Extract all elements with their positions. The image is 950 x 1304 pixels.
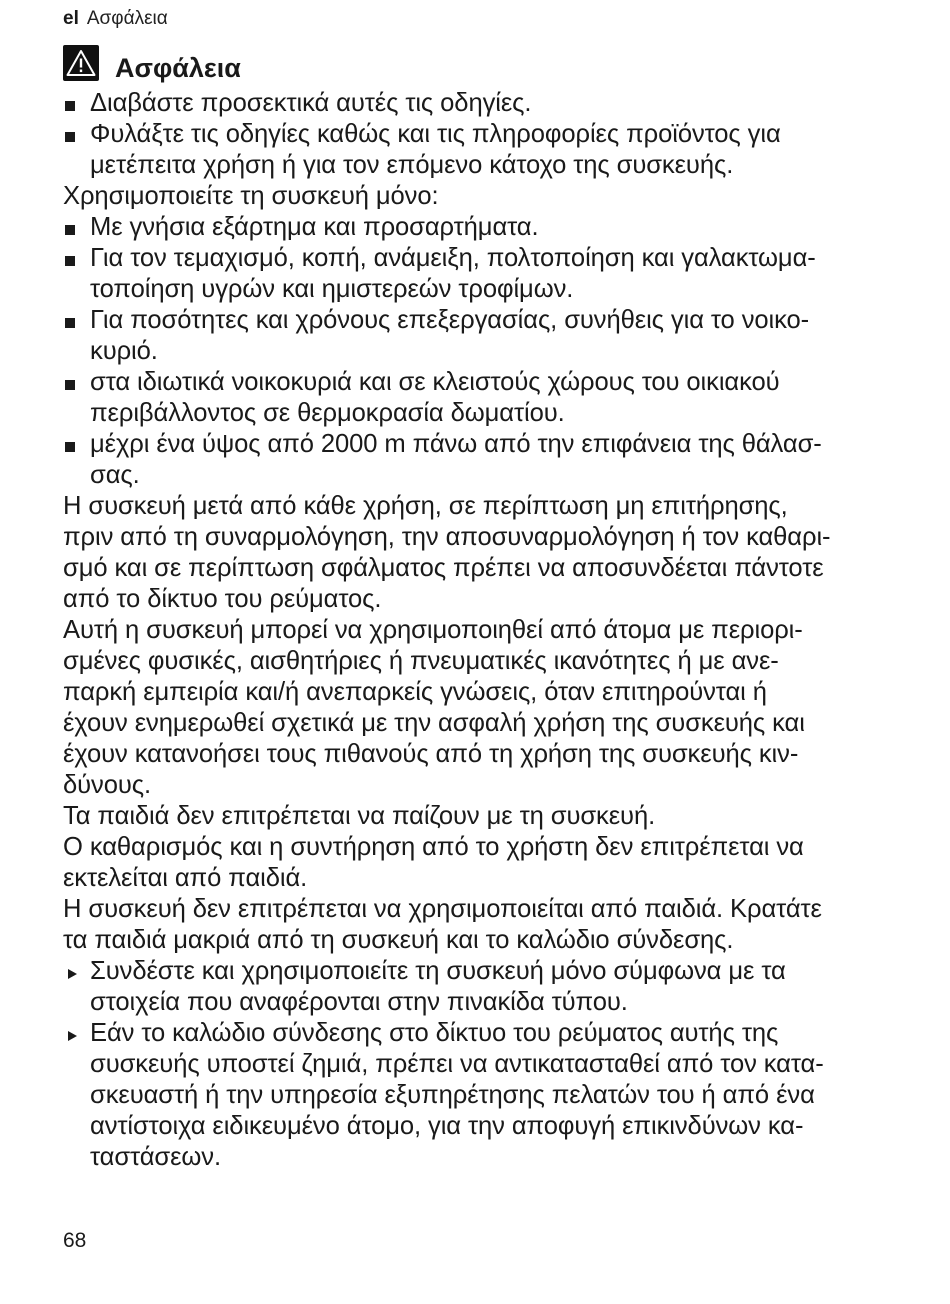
text-line: μέχρι ένα ύψος από 2000 m πάνω από την επιφάνεια της θάλασ-	[90, 430, 822, 458]
text-line: Χρησιμοποιείτε τη συσκευή μόνο:	[63, 182, 439, 210]
text-line: περιβάλλοντος σε θερμοκρασία δωματίου.	[90, 399, 565, 427]
square-bullet-icon	[65, 429, 85, 460]
text-line: στοιχεία που αναφέρονται στην πινακίδα τύπου.	[90, 988, 628, 1016]
text-line: από το δίκτυο του ρεύματος.	[63, 585, 382, 613]
paragraph	[63, 615, 903, 801]
square-bullet-icon	[65, 88, 85, 119]
text-line: έχουν ενημερωθεί σχετικά με την ασφαλή χρήση της συσκευής και	[63, 709, 805, 737]
square-bullet-icon	[65, 243, 85, 274]
text-line: Συνδέστε και χρησιμοποιείτε τη συσκευή μόνο σύμφωνα με τα	[90, 957, 786, 985]
warning-triangle-icon	[63, 45, 99, 81]
header-section-title: Ασφάλεια	[86, 8, 168, 29]
square-bullet-icon	[65, 367, 85, 398]
instruction-item	[63, 956, 903, 1018]
text-line: δύνους.	[63, 771, 152, 799]
paragraph	[63, 801, 903, 832]
text-line: εκτελείται από παιδιά.	[63, 864, 308, 892]
bullet-item	[63, 119, 903, 181]
text-line: κυριό.	[90, 337, 158, 365]
text-line: Η συσκευή δεν επιτρέπεται να χρησιμοποιείται από παιδιά. Κρατάτε	[63, 895, 822, 923]
text-line: Με γνήσια εξάρτημα και προσαρτήματα.	[90, 213, 539, 241]
page-number: 68	[63, 1229, 87, 1252]
paragraph	[63, 491, 903, 615]
section-heading	[63, 45, 241, 81]
text-line: Τα παιδιά δεν επιτρέπεται να παίζουν με τη συσκευή.	[63, 802, 656, 830]
bullet-item	[63, 88, 903, 119]
text-line: σμένες φυσικές, αισθητήριες ή πνευματικές ικανότητες ή με ανε-	[63, 647, 779, 675]
bullet-item	[63, 429, 903, 491]
running-header	[63, 7, 168, 31]
text-line: Διαβάστε προσεκτικά αυτές τις οδηγίες.	[90, 89, 532, 117]
bullet-item	[63, 243, 903, 305]
bullet-item	[63, 305, 903, 367]
text-line: πριν από τη συναρμολόγηση, την αποσυναρμολόγηση ή τον καθαρι-	[63, 523, 831, 551]
text-line: τοποίηση υγρών και ημιστερεών τροφίμων.	[90, 275, 574, 303]
text-line: Εάν το καλώδιο σύνδεσης στο δίκτυο του ρεύματος αυτής της	[90, 1019, 779, 1047]
instruction-item	[63, 1018, 903, 1173]
text-line: Ο καθαρισμός και η συντήρηση από το χρήστη δεν επιτρέπεται να	[63, 833, 804, 861]
paragraph	[63, 894, 903, 956]
bullet-item	[63, 212, 903, 243]
safety-content	[63, 88, 903, 1173]
text-line: Για τον τεμαχισμό, κοπή, ανάμειξη, πολτοποίηση και γαλακτωμα-	[90, 244, 816, 272]
text-line: παρκή εμπειρία και/ή ανεπαρκείς γνώσεις, όταν επιτηρούνται ή	[63, 678, 767, 706]
text-line: Αυτή η συσκευή μπορεί να χρησιμοποιηθεί από άτομα με περιορι-	[63, 616, 803, 644]
square-bullet-icon	[65, 305, 85, 336]
text-line: σμό και σε περίπτωση σφάλματος πρέπει να αποσυνδέεται πάντοτε	[63, 554, 824, 582]
arrow-bullet-icon	[65, 956, 85, 987]
text-line: Για ποσότητες και χρόνους επεξεργασίας, συνήθεις για το νοικο-	[90, 306, 810, 334]
text-line: συσκευής υποστεί ζημιά, πρέπει να αντικατασταθεί από τον κατα-	[90, 1050, 824, 1078]
text-line: αντίστοιχα ειδικευμένο άτομο, για την αποφυγή επικινδύνων κα-	[90, 1112, 804, 1140]
text-line: έχουν κατανοήσει τους πιθανούς από τη χρήση της συσκευής κιν-	[63, 740, 799, 768]
text-line: σας.	[90, 461, 140, 489]
text-line: στα ιδιωτικά νοικοκυριά και σε κλειστούς χώρους του οικιακού	[90, 368, 780, 396]
text-line: Η συσκευή μετά από κάθε χρήση, σε περίπτωση μη επιτήρησης,	[63, 492, 788, 520]
square-bullet-icon	[65, 119, 85, 150]
text-line: Φυλάξτε τις οδηγίες καθώς και τις πληροφορίες προϊόντος για	[90, 120, 781, 148]
paragraph	[63, 832, 903, 894]
square-bullet-icon	[65, 212, 85, 243]
text-line: τα παιδιά μακριά από τη συσκευή και το καλώδιο σύνδεσης.	[63, 926, 734, 954]
arrow-bullet-icon	[65, 1018, 85, 1049]
text-line: μετέπειτα χρήση ή για τον επόμενο κάτοχο της συσκευής.	[90, 151, 734, 179]
paragraph	[63, 181, 903, 212]
text-line: ταστάσεων.	[90, 1143, 221, 1171]
page-title: Ασφάλεια	[115, 53, 241, 83]
text-line: σκευαστή ή την υπηρεσία εξυπηρέτησης πελατών του ή από ένα	[90, 1081, 815, 1109]
bullet-item	[63, 367, 903, 429]
language-code: el	[63, 8, 79, 29]
